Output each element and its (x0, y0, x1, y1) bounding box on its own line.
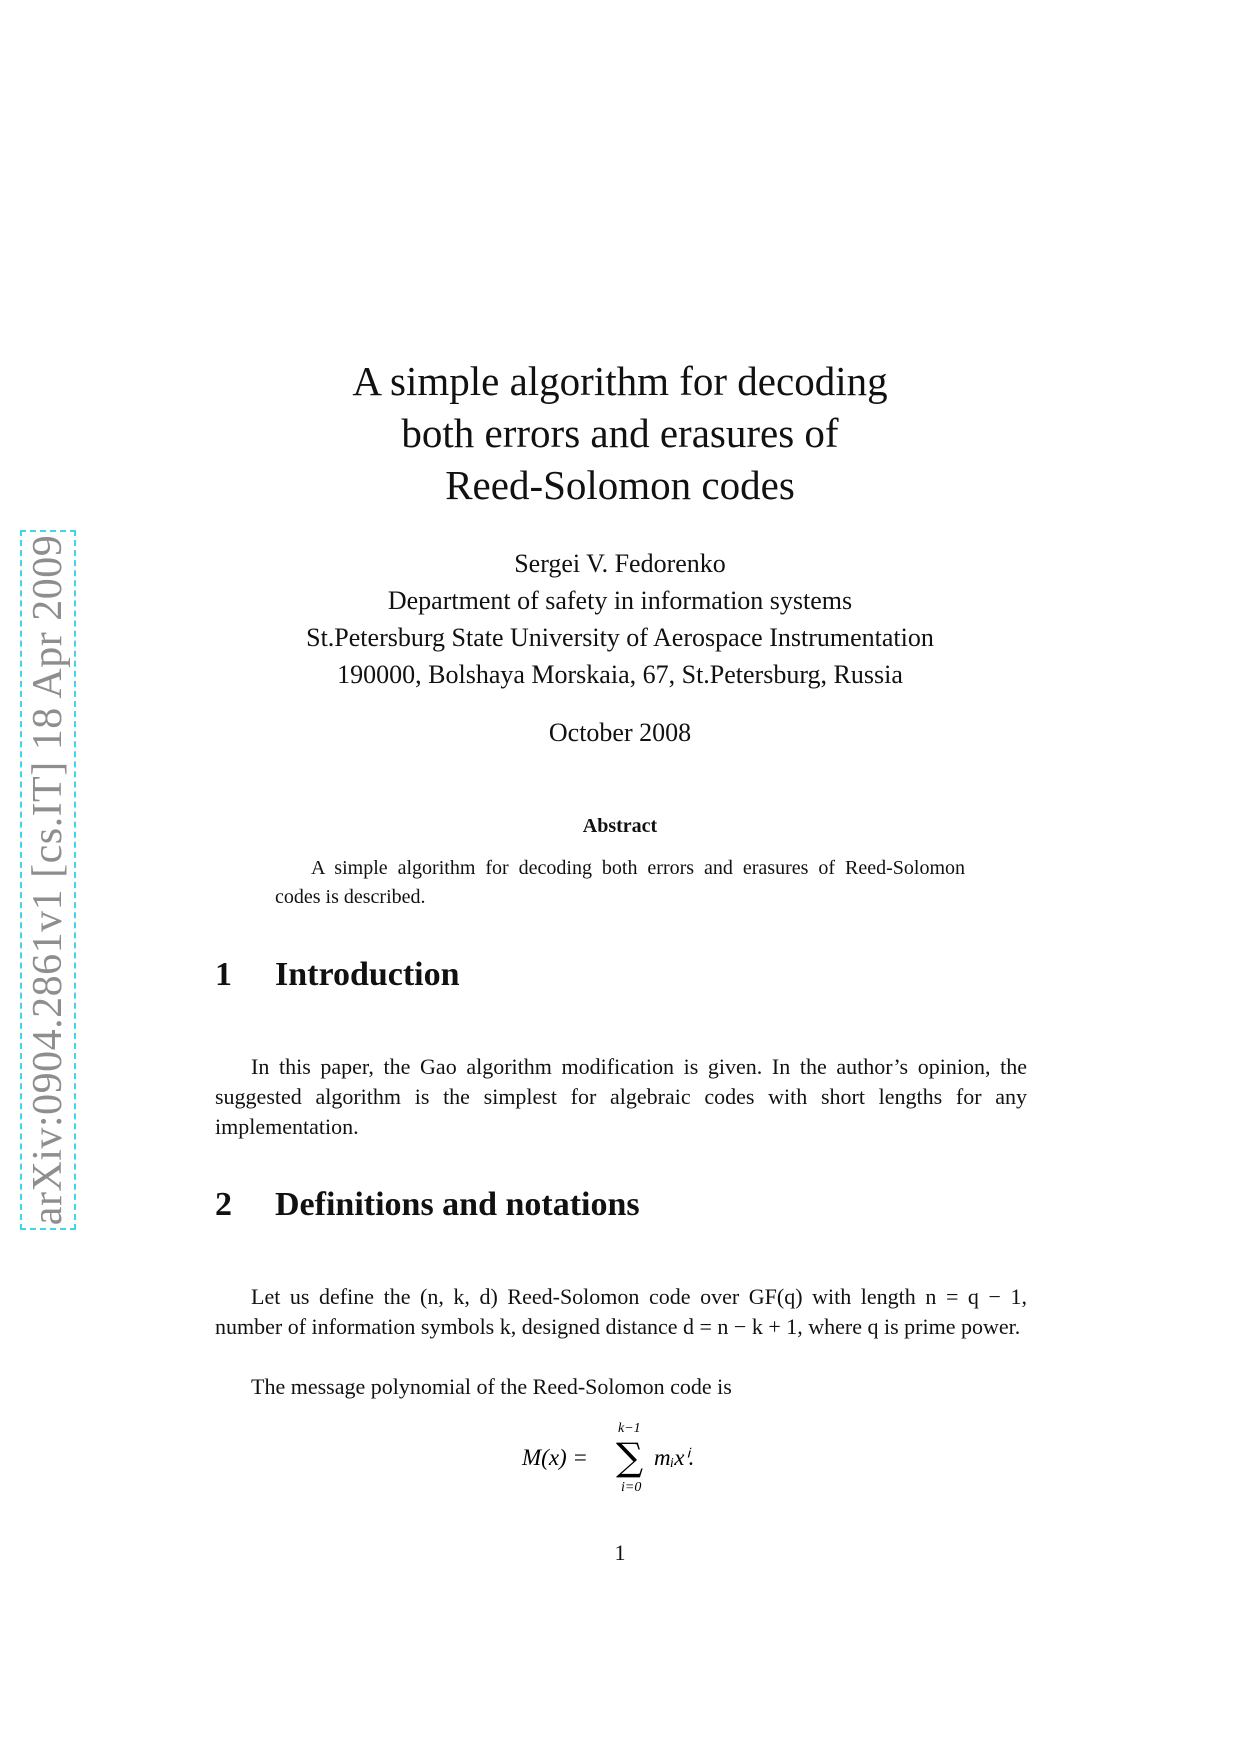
equation-graphic (520, 1418, 740, 1498)
title-line-1: A simple algorithm for decoding (352, 358, 888, 404)
section-1-heading (215, 956, 460, 994)
abstract-heading: Abstract (582, 815, 658, 837)
message-polynomial-equation (0, 1418, 1240, 1498)
section-2-heading (215, 1186, 640, 1224)
introduction-paragraph: In this paper, the Gao algorithm modification is given. In the author’s opinion, the suggested algorithm is the simplest for algebraic codes with short lengths for any implementation. (215, 1054, 1027, 1139)
title-line-2: both errors and erasures of (401, 410, 839, 456)
equation-upper-limit: k−1 (618, 1421, 641, 1436)
abstract-body: A simple algorithm for decoding both errors and erasures of Reed-Solomon codes is described. (275, 857, 965, 908)
author-name: Sergei V. Fedorenko (514, 549, 726, 578)
message-polynomial-paragraph: The message polynomial of the Reed-Solomon code is (251, 1374, 732, 1399)
section-1-number: 1 (215, 956, 232, 993)
section-2-title: Definitions and notations (275, 1186, 640, 1223)
author-address: 190000, Bolshaya Morskaia, 67, St.Petersburg, Russia (337, 660, 903, 689)
sum-symbol-icon: ∑ (616, 1435, 644, 1479)
section-1-title: Introduction (275, 956, 460, 993)
title-line-3: Reed-Solomon codes (445, 462, 795, 508)
paper-title (0, 355, 1240, 511)
equation-term: mᵢxⁱ. (654, 1445, 695, 1470)
page-number: 1 (614, 1540, 626, 1565)
equation-lower-limit: i=0 (621, 1480, 642, 1495)
definitions-paragraph: Let us define the (n, k, d) Reed-Solomon code over GF(q) with length n = q − 1, number of information symbols k, designed distance d = n − k + 1, where q is prime power. (215, 1284, 1027, 1339)
paper-date: October 2008 (548, 718, 692, 747)
author-block (0, 545, 1240, 693)
equation-lhs: M(x) = (522, 1445, 588, 1470)
section-2-number: 2 (215, 1186, 232, 1223)
author-university: St.Petersburg State University of Aerospace Instrumentation (306, 623, 934, 652)
arxiv-stamp-text: arXiv:0904.2861v1 [cs.IT] 18 Apr 2009 (25, 534, 71, 1226)
author-department: Department of safety in information systems (387, 586, 853, 615)
